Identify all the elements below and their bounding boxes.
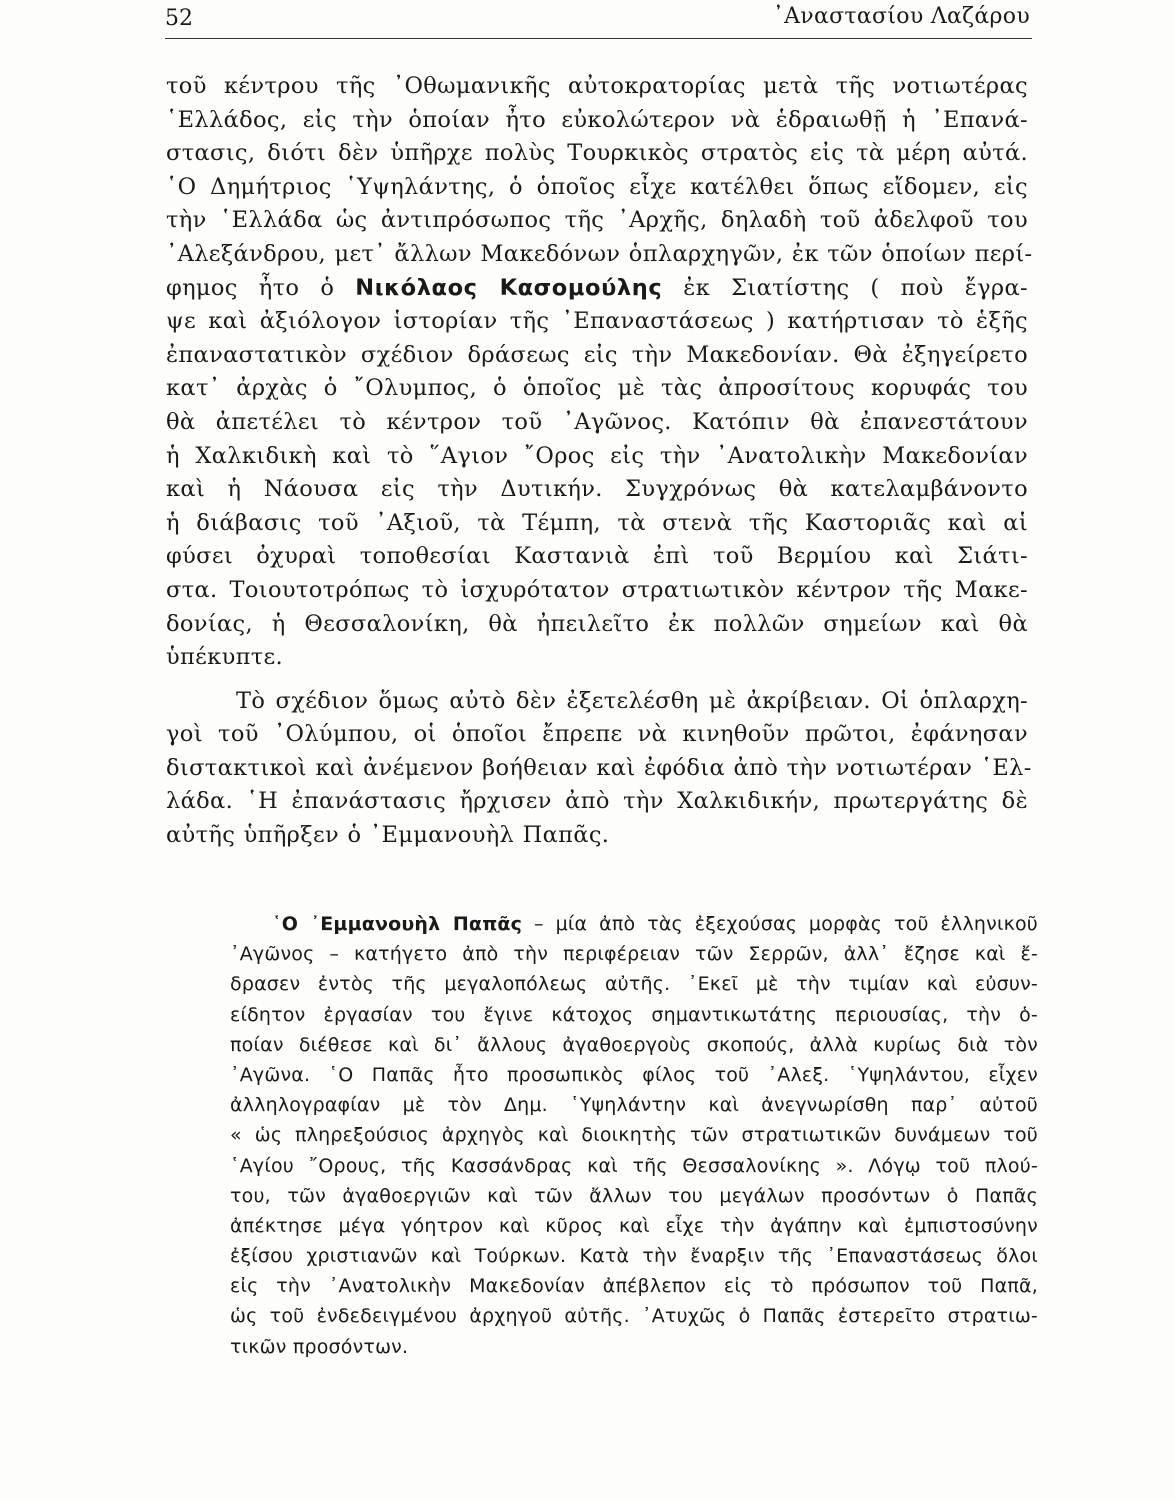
text-line	[166, 272, 1028, 306]
note-line: εἰς τὴν ᾿Ανατολικὴν Μακεδονίαν ἀπέβλεπον εἰς τὸ πρόσωπον τοῦ Παπᾶ,	[230, 1275, 1038, 1298]
note-line: είδητον ἐργασίαν του ἔγινε κάτοχος σημαντικωτάτης περιουσίας, τὴν ὁ-	[230, 1003, 1038, 1026]
paragraph-spacer	[166, 675, 1028, 685]
note-fragment: – μία ἀπὸ τὰς ἐξεχούσας μορφὰς τοῦ ἑλληνικοῦ	[522, 913, 1038, 935]
running-head-author: ᾿Αναστασίου Λαζάρου	[772, 4, 1030, 29]
header-rule	[165, 38, 1032, 39]
note-lead-name: ῾Ο ᾿Εμμανουὴλ Παπᾶς	[272, 913, 523, 935]
text-fragment: φημος ἦτο ὁ	[166, 274, 356, 301]
note-line: ἀπέκτησε μέγα γόητρον καὶ κῦρος καὶ εἶχε τὴν ἀγάπην καὶ ἐμπιστοσύνην	[230, 1214, 1038, 1237]
note-line: ῾Αγίου ῎Ορους, τῆς Κασσάνδρας καὶ τῆς Θεσσαλονίκης ». Λόγῳ τοῦ πλού-	[230, 1154, 1038, 1177]
note-line	[230, 909, 1038, 939]
text-line: γοὶ τοῦ ᾿Ολύμπου, οἱ ὁποῖοι ἔπρεπε νὰ κινηθοῦν πρῶτοι, ἐφάνησαν	[166, 721, 1028, 748]
text-line: φύσει ὀχυραὶ τοποθεσίαι Καστανιὰ ἐπὶ τοῦ Βερμίου καὶ Σιάτι-	[166, 543, 1028, 570]
text-line: στασις, διότι δὲν ὑπῆρχε πολὺς Τουρκικὸς στρατὸς εἰς τὰ μέρη αὐτά.	[166, 140, 1028, 167]
text-line: λάδα. ῾Η ἐπανάστασις ἤρχισεν ἀπὸ τὴν Χαλκιδικήν, πρωτεργάτης δὲ	[166, 788, 1028, 815]
text-line: ἡ Χαλκιδικὴ καὶ τὸ ῞Αγιον ῎Ορος εἰς τὴν ᾿Ανατολικὴν Μακεδονίαν	[166, 442, 1028, 469]
note-line: « ὡς πληρεξούσιος ἀρχηγὸς καὶ διοικητὴς τῶν στρατιωτικῶν δυνάμεων τοῦ	[230, 1124, 1038, 1147]
paragraph-1	[166, 70, 1033, 675]
text-line: δονίας, ἡ Θεσσαλονίκη, θὰ ἠπειλεῖτο ἐκ πολλῶν σημείων καὶ θὰ	[166, 610, 1028, 637]
text-line: θὰ ἀπετέλει τὸ κέντρον τοῦ ᾿Αγῶνος. Κατόπιν θὰ ἐπανεστάτουν	[166, 408, 1028, 435]
text-line: διστακτικοὶ καὶ ἀνέμενον βοήθειαν καὶ ἐφόδια ἀπὸ τὴν νοτιωτέραν ῾Ελ-	[166, 754, 1032, 781]
text-line: καὶ ἡ Νάουσα εἰς τὴν Δυτικήν. Συγχρόνως θὰ κατελαμβάνοντο	[166, 476, 1028, 503]
text-line: αὐτῆς ὑπῆρξεν ὁ ᾿Εμμανουὴλ Παπᾶς.	[166, 822, 610, 849]
text-line: τὴν ῾Ελλάδα ὡς ἀντιπρόσωπος τῆς ᾿Αρχῆς, δηλαδὴ τοῦ ἀδελφοῦ του	[166, 207, 1028, 234]
note-line: ἀλληλογραφίαν μὲ τὸν Δημ. ῾Υψηλάντην καὶ ἀνεγνωρίσθη παρ᾿ αὐτοῦ	[230, 1094, 1038, 1117]
text-line: ἐπαναστατικὸν σχέδιον δράσεως εἰς τὴν Μακεδονίαν. Θὰ ἐξηγείρετο	[166, 341, 1028, 368]
text-line: στα. Τοιουτοτρόπως τὸ ἰσχυρότατον στρατιωτικὸν κέντρον τῆς Μακε-	[166, 576, 1028, 603]
biographical-note	[230, 909, 1038, 1362]
text-line: ῾Ο Δημήτριος ῾Υψηλάντης, ὁ ὁποῖος εἶχε κατέλθει ὅπως εἴδομεν, εἰς	[166, 173, 1028, 200]
note-line: τικῶν προσόντων.	[230, 1335, 409, 1358]
text-line: τοῦ κέντρου τῆς ᾿Οθωμανικῆς αὐτοκρατορίας μετὰ τῆς νοτιωτέρας	[166, 73, 1028, 99]
note-line: δρασεν ἐντὸς τῆς μεγαλοπόλεως αὐτῆς. ᾿Εκεῖ μὲ τὴν τιμίαν καὶ εὐσυν-	[230, 973, 1038, 996]
text-line: ἡ διάβασις τοῦ ᾿Αξιοῦ, τὰ Τέμπη, τὰ στενὰ τῆς Καστοριᾶς καὶ αἱ	[166, 509, 1028, 536]
note-line: ὡς τοῦ ἐνδεδειγμένου ἀρχηγοῦ αὐτῆς. ᾿Ατυχῶς ὁ Παπᾶς ἐστερεῖτο στρατιω-	[230, 1305, 1038, 1328]
bold-name-kasomoulis: Νικόλαος Κασομούλης	[355, 274, 663, 301]
text-line: ὑπέκυπτε.	[166, 644, 284, 671]
note-line: ποίαν διέθεσε καὶ δι᾿ ἄλλους ἀγαθοεργοὺς σκοπούς, ἀλλὰ κυρίως διὰ τὸν	[230, 1033, 1038, 1056]
note-line: του, τῶν ἀγαθοεργιῶν καὶ τῶν ἄλλων του μεγάλων προσόντων ὁ Παπᾶς	[230, 1184, 1038, 1207]
note-line: ᾿Αγῶνα. ῾Ο Παπᾶς ἦτο προσωπικὸς φίλος τοῦ ᾿Αλεξ. ῾Υψηλάντου, εἶχεν	[230, 1063, 1038, 1086]
paragraph-2	[166, 685, 1032, 853]
main-text	[166, 70, 1033, 853]
text-line: ᾿Αλεξάνδρου, μετ᾿ ἄλλων Μακεδόνων ὁπλαρχηγῶν, ἐκ τῶν ὁποίων περί-	[166, 240, 1033, 267]
text-line: κατ᾿ ἀρχὰς ὁ ῎Ολυμπος, ὁ ὁποῖος μὲ τὰς ἀπροσίτους κορυφάς του	[166, 375, 1028, 402]
page-number: 52	[165, 6, 193, 31]
text-fragment: ἐκ Σιατίστης ( ποὺ ἔγρα-	[662, 274, 1028, 301]
note-line: ᾿Αγῶνος – κατήγετο ἀπὸ τὴν περιφέρειαν τῶν Σερρῶν, ἀλλ᾿ ἔζησε καὶ ἔ-	[230, 943, 1038, 966]
text-line: ψε καὶ ἀξιόλογον ἱστορίαν τῆς ᾿Επαναστάσεως ) κατήρτισαν τὸ ἑξῆς	[166, 308, 1028, 335]
note-line: ἐξίσου χριστιανῶν καὶ Τούρκων. Κατὰ τὴν ἔναρξιν τῆς ᾿Επαναστάσεως ὅλοι	[230, 1245, 1038, 1268]
text-line: Τὸ σχέδιον ὅμως αὐτὸ δὲν ἐξετελέσθη μὲ ἀκρίβειαν. Οἱ ὁπλαρχη-	[236, 687, 1028, 714]
text-line: ῾Ελλάδος, εἰς τὴν ὁποίαν ἦτο εὐκολώτερον νὰ ἑδραιωθῇ ἡ ᾿Επανά-	[166, 106, 1028, 133]
